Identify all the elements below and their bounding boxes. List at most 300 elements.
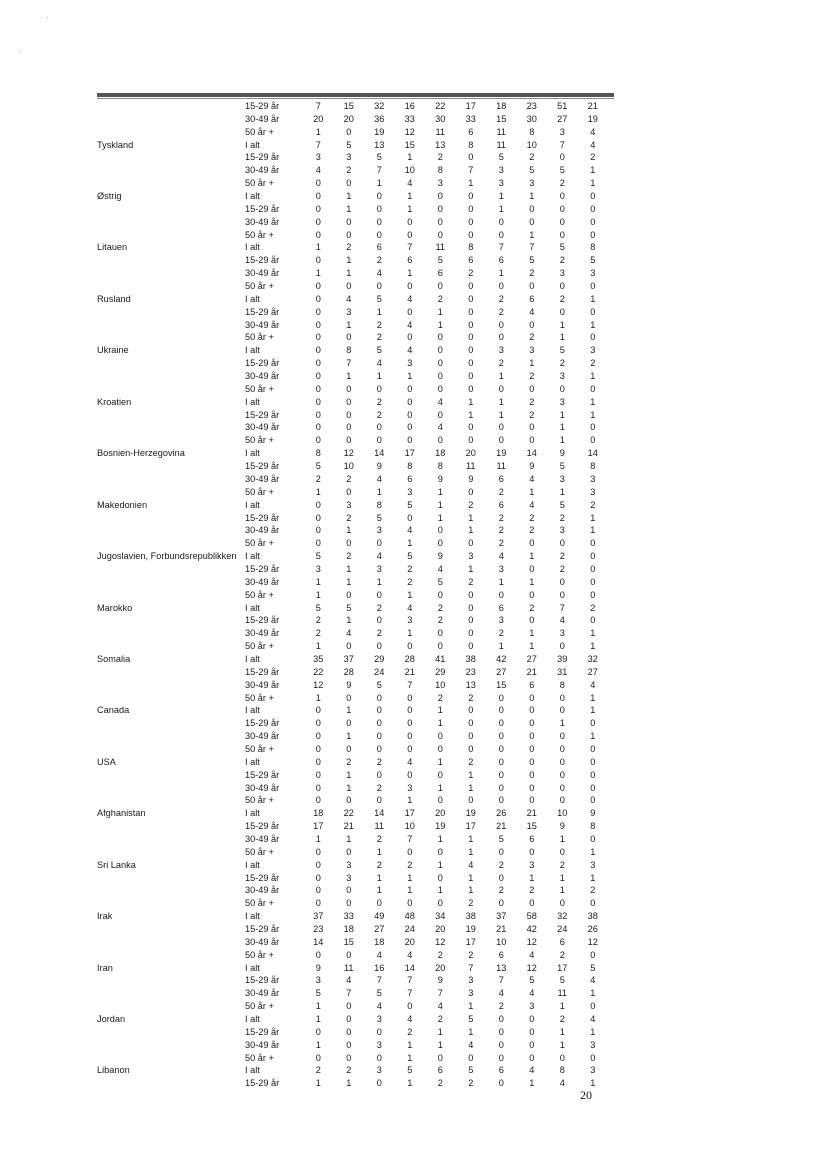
value-cell: 0 <box>559 306 565 317</box>
country-label <box>97 627 245 640</box>
value-cell: 2 <box>315 1065 321 1076</box>
value-cell: 0 <box>559 538 565 549</box>
age-group-label: 50 år + <box>245 486 274 497</box>
value-cell: 4 <box>407 525 413 536</box>
value-cell: 3 <box>590 1039 596 1050</box>
value-cell: 0 <box>468 281 474 292</box>
value-cell: 0 <box>376 615 382 626</box>
value-cell: 0 <box>468 602 474 613</box>
country-label <box>97 203 245 216</box>
value-cell: 3 <box>376 1014 382 1025</box>
age-group-label: I alt <box>245 139 260 150</box>
value-cell: 2 <box>559 293 565 304</box>
table-row <box>97 730 614 743</box>
value-cell: 5 <box>376 988 382 999</box>
value-cell: 1 <box>468 833 474 844</box>
country-label <box>97 987 245 1000</box>
country-label <box>97 164 245 177</box>
value-cell: 8 <box>559 1065 565 1076</box>
country-label <box>97 254 245 267</box>
value-cell: 1 <box>407 872 413 883</box>
value-cell: 1 <box>437 319 443 330</box>
table-row <box>97 910 614 923</box>
value-cell: 5 <box>376 679 382 690</box>
value-cell: 0 <box>376 203 382 214</box>
value-cell: 0 <box>498 1014 504 1025</box>
table-row <box>97 139 614 152</box>
value-cell: 0 <box>376 538 382 549</box>
value-cell: 12 <box>526 936 537 947</box>
table-row <box>97 884 614 897</box>
country-label <box>97 614 245 627</box>
value-cell: 5 <box>376 345 382 356</box>
value-cell: 2 <box>376 756 382 767</box>
value-cell: 1 <box>590 165 596 176</box>
country-label: Litauen <box>97 242 128 253</box>
value-cell: 0 <box>376 692 382 703</box>
value-cell: 19 <box>435 821 446 832</box>
value-cell: 0 <box>437 371 443 382</box>
value-cell: 0 <box>529 769 535 780</box>
value-cell: 1 <box>590 641 596 652</box>
value-cell: 4 <box>376 551 382 562</box>
value-cell: 0 <box>590 551 596 562</box>
value-cell: 0 <box>346 795 352 806</box>
value-cell: 2 <box>468 949 474 960</box>
value-cell: 9 <box>529 461 535 472</box>
value-cell: 5 <box>437 576 443 587</box>
value-cell: 2 <box>559 949 565 960</box>
value-cell: 6 <box>376 242 382 253</box>
table-row <box>97 550 614 563</box>
value-cell: 3 <box>559 268 565 279</box>
value-cell: 4 <box>559 615 565 626</box>
value-cell: 0 <box>559 769 565 780</box>
age-group-label: 50 år + <box>245 1001 274 1012</box>
value-cell: 0 <box>437 191 443 202</box>
value-cell: 8 <box>529 126 535 137</box>
value-cell: 37 <box>496 911 507 922</box>
age-group-label: 30-49 år <box>245 216 280 227</box>
value-cell: 0 <box>346 178 352 189</box>
value-cell: 0 <box>590 718 596 729</box>
value-cell: 0 <box>468 229 474 240</box>
value-cell: 0 <box>376 1078 382 1089</box>
age-group-label: 30-49 år <box>245 319 280 330</box>
value-cell: 2 <box>529 396 535 407</box>
table-top-rule <box>97 93 614 97</box>
value-cell: 6 <box>407 255 413 266</box>
value-cell: 0 <box>529 435 535 446</box>
value-cell: 0 <box>498 898 504 909</box>
value-cell: 1 <box>437 885 443 896</box>
value-cell: 4 <box>407 293 413 304</box>
value-cell: 0 <box>590 191 596 202</box>
value-cell: 3 <box>407 782 413 793</box>
table-row <box>97 897 614 910</box>
value-cell: 3 <box>590 268 596 279</box>
value-cell: 8 <box>407 461 413 472</box>
value-cell: 0 <box>315 203 321 214</box>
value-cell: 21 <box>496 821 507 832</box>
value-cell: 11 <box>465 461 476 472</box>
table-row <box>97 962 614 975</box>
value-cell: 24 <box>404 924 415 934</box>
value-cell: 0 <box>498 1052 504 1063</box>
value-cell: 0 <box>346 538 352 549</box>
value-cell: 7 <box>376 975 382 986</box>
value-cell: 1 <box>590 705 596 716</box>
value-cell: 4 <box>407 319 413 330</box>
age-group-label: I alt <box>245 293 260 304</box>
value-cell: 0 <box>590 229 596 240</box>
country-label: Kroatien <box>97 396 132 407</box>
value-cell: 38 <box>465 653 476 664</box>
value-cell: 23 <box>313 924 324 934</box>
value-cell: 1 <box>590 396 596 407</box>
value-cell: 9 <box>437 473 443 484</box>
table-row <box>97 537 614 550</box>
country-label <box>97 100 245 113</box>
country-label <box>97 872 245 885</box>
value-cell: 2 <box>590 602 596 613</box>
value-cell: 0 <box>590 615 596 626</box>
value-cell: 0 <box>437 435 443 446</box>
value-cell: 1 <box>376 486 382 497</box>
value-cell: 2 <box>437 949 443 960</box>
value-cell: 3 <box>346 306 352 317</box>
age-group-label: 30-49 år <box>245 679 280 690</box>
value-cell: 0 <box>529 692 535 703</box>
value-cell: 35 <box>313 653 324 664</box>
value-cell: 0 <box>346 885 352 896</box>
value-cell: 27 <box>557 113 568 124</box>
value-cell: 16 <box>404 101 415 111</box>
age-group-label: 15-29 år <box>245 1026 280 1037</box>
value-cell: 1 <box>376 178 382 189</box>
value-cell: 4 <box>529 988 535 999</box>
value-cell: 0 <box>468 1052 474 1063</box>
value-cell: 13 <box>496 962 507 973</box>
value-cell: 0 <box>498 332 504 343</box>
country-label <box>97 267 245 280</box>
value-cell: 1 <box>529 229 535 240</box>
table-row <box>97 460 614 473</box>
value-cell: 1 <box>529 872 535 883</box>
value-cell: 0 <box>376 743 382 754</box>
value-cell: 0 <box>559 576 565 587</box>
value-cell: 0 <box>468 293 474 304</box>
value-cell: 17 <box>313 821 324 832</box>
value-cell: 0 <box>529 898 535 909</box>
value-cell: 0 <box>468 191 474 202</box>
value-cell: 2 <box>559 358 565 369</box>
value-cell: 7 <box>559 139 565 150</box>
value-cell: 3 <box>559 371 565 382</box>
value-cell: 1 <box>407 538 413 549</box>
table-row <box>97 614 614 627</box>
value-cell: 0 <box>407 705 413 716</box>
value-cell: 29 <box>374 653 385 664</box>
value-cell: 3 <box>559 396 565 407</box>
table-row <box>97 151 614 164</box>
value-cell: 2 <box>376 319 382 330</box>
value-cell: 5 <box>559 499 565 510</box>
value-cell: 1 <box>376 885 382 896</box>
country-label <box>97 640 245 653</box>
value-cell: 9 <box>559 821 565 832</box>
value-cell: 5 <box>407 551 413 562</box>
table-row <box>97 782 614 795</box>
value-cell: 0 <box>437 589 443 600</box>
age-group-label: 30-49 år <box>245 525 280 536</box>
value-cell: 6 <box>559 936 565 947</box>
value-cell: 0 <box>559 641 565 652</box>
value-cell: 1 <box>468 885 474 896</box>
country-label <box>97 126 245 139</box>
value-cell: 24 <box>557 924 568 934</box>
value-cell: 4 <box>407 1014 413 1025</box>
value-cell: 0 <box>590 332 596 343</box>
value-cell: 0 <box>498 435 504 446</box>
value-cell: 2 <box>437 615 443 626</box>
value-cell: 2 <box>498 512 504 523</box>
value-cell: 9 <box>437 975 443 986</box>
age-group-label: I alt <box>245 1065 260 1076</box>
value-cell: 17 <box>465 936 476 947</box>
value-cell: 4 <box>407 345 413 356</box>
value-cell: 0 <box>376 281 382 292</box>
age-group-label: 15-29 år <box>245 461 280 472</box>
value-cell: 5 <box>498 833 504 844</box>
table-row <box>97 717 614 730</box>
value-cell: 19 <box>587 113 598 124</box>
value-cell: 0 <box>315 872 321 883</box>
value-cell: 1 <box>468 525 474 536</box>
value-cell: 1 <box>468 178 474 189</box>
value-cell: 3 <box>376 1065 382 1076</box>
page-number: 20 <box>580 1088 592 1102</box>
value-cell: 15 <box>526 821 537 832</box>
value-cell: 0 <box>437 731 443 742</box>
table-row <box>97 409 614 422</box>
value-cell: 0 <box>437 345 443 356</box>
value-cell: 2 <box>376 628 382 639</box>
value-cell: 3 <box>346 152 352 163</box>
value-cell: 1 <box>437 306 443 317</box>
value-cell: 58 <box>526 911 537 922</box>
value-cell: 2 <box>529 885 535 896</box>
value-cell: 18 <box>374 936 385 947</box>
country-label <box>97 151 245 164</box>
value-cell: 0 <box>468 203 474 214</box>
value-cell: 2 <box>498 859 504 870</box>
value-cell: 0 <box>315 229 321 240</box>
value-cell: 2 <box>559 178 565 189</box>
value-cell: 3 <box>346 499 352 510</box>
value-cell: 1 <box>376 846 382 857</box>
value-cell: 12 <box>435 936 446 947</box>
country-label <box>97 1026 245 1039</box>
value-cell: 3 <box>346 872 352 883</box>
value-cell: 2 <box>437 602 443 613</box>
value-cell: 3 <box>559 126 565 137</box>
value-cell: 0 <box>407 692 413 703</box>
value-cell: 15 <box>404 139 415 150</box>
country-label <box>97 537 245 550</box>
value-cell: 1 <box>346 525 352 536</box>
value-cell: 1 <box>437 756 443 767</box>
value-cell: 0 <box>590 538 596 549</box>
value-cell: 7 <box>315 139 321 150</box>
value-cell: 39 <box>557 653 568 664</box>
age-group-label: 50 år + <box>245 332 274 343</box>
value-cell: 0 <box>376 422 382 433</box>
country-label <box>97 280 245 293</box>
value-cell: 1 <box>346 1078 352 1089</box>
value-cell: 1 <box>468 846 474 857</box>
value-cell: 0 <box>529 718 535 729</box>
value-cell: 2 <box>437 692 443 703</box>
value-cell: 32 <box>557 911 568 922</box>
value-cell: 15 <box>496 679 507 690</box>
value-cell: 0 <box>346 229 352 240</box>
table-row <box>97 447 614 460</box>
value-cell: 4 <box>529 1065 535 1076</box>
value-cell: 0 <box>529 615 535 626</box>
value-cell: 0 <box>468 538 474 549</box>
country-label <box>97 923 245 936</box>
value-cell: 0 <box>498 705 504 716</box>
value-cell: 2 <box>498 525 504 536</box>
table-row <box>97 653 614 666</box>
value-cell: 0 <box>498 1026 504 1037</box>
table-row <box>97 229 614 242</box>
age-group-label: I alt <box>245 602 260 613</box>
table-row <box>97 859 614 872</box>
value-cell: 7 <box>407 242 413 253</box>
value-cell: 9 <box>346 679 352 690</box>
age-group-label: I alt <box>245 396 260 407</box>
value-cell: 0 <box>529 1039 535 1050</box>
value-cell: 7 <box>376 165 382 176</box>
country-label <box>97 782 245 795</box>
value-cell: 2 <box>376 255 382 266</box>
value-cell: 4 <box>376 473 382 484</box>
table-row <box>97 126 614 139</box>
age-group-label: I alt <box>245 705 260 716</box>
value-cell: 2 <box>559 512 565 523</box>
age-group-label: 15-29 år <box>245 358 280 369</box>
value-cell: 1 <box>590 512 596 523</box>
value-cell: 6 <box>529 679 535 690</box>
value-cell: 10 <box>557 808 568 819</box>
value-cell: 1 <box>559 319 565 330</box>
table-row <box>97 293 614 306</box>
value-cell: 0 <box>407 409 413 420</box>
value-cell: 0 <box>437 358 443 369</box>
value-cell: 6 <box>529 293 535 304</box>
value-cell: 1 <box>468 872 474 883</box>
value-cell: 3 <box>407 615 413 626</box>
value-cell: 8 <box>468 139 474 150</box>
value-cell: 1 <box>559 1026 565 1037</box>
value-cell: 0 <box>346 216 352 227</box>
value-cell: 2 <box>376 859 382 870</box>
age-group-label: I alt <box>245 756 260 767</box>
value-cell: 7 <box>346 988 352 999</box>
country-label: Tyskland <box>97 139 134 150</box>
value-cell: 1 <box>498 203 504 214</box>
table-row <box>97 434 614 447</box>
value-cell: 0 <box>376 1026 382 1037</box>
value-cell: 1 <box>407 1052 413 1063</box>
value-cell: 3 <box>498 165 504 176</box>
value-cell: 2 <box>559 1014 565 1025</box>
value-cell: 0 <box>407 846 413 857</box>
value-cell: 12 <box>587 936 598 947</box>
value-cell: 0 <box>376 383 382 394</box>
value-cell: 4 <box>498 551 504 562</box>
value-cell: 15 <box>343 101 354 111</box>
value-cell: 20 <box>435 924 446 934</box>
value-cell: 0 <box>315 306 321 317</box>
value-cell: 19 <box>465 808 476 819</box>
value-cell: 2 <box>346 756 352 767</box>
age-group-label: I alt <box>245 448 260 459</box>
value-cell: 21 <box>496 924 507 934</box>
value-cell: 2 <box>468 898 474 909</box>
value-cell: 1 <box>346 191 352 202</box>
table-row <box>97 486 614 499</box>
value-cell: 9 <box>376 461 382 472</box>
value-cell: 1 <box>376 371 382 382</box>
age-group-label: 50 år + <box>245 949 274 960</box>
value-cell: 1 <box>559 1001 565 1012</box>
value-cell: 10 <box>404 821 415 832</box>
age-group-label: 15-29 år <box>245 718 280 729</box>
value-cell: 1 <box>468 782 474 793</box>
value-cell: 15 <box>343 936 354 947</box>
value-cell: 0 <box>559 216 565 227</box>
value-cell: 1 <box>376 306 382 317</box>
value-cell: 1 <box>407 152 413 163</box>
country-label <box>97 473 245 486</box>
value-cell: 4 <box>468 859 474 870</box>
value-cell: 1 <box>498 396 504 407</box>
value-cell: 0 <box>346 281 352 292</box>
value-cell: 4 <box>529 949 535 960</box>
value-cell: 0 <box>468 216 474 227</box>
value-cell: 1 <box>437 486 443 497</box>
value-cell: 0 <box>590 756 596 767</box>
value-cell: 1 <box>315 242 321 253</box>
value-cell: 6 <box>407 473 413 484</box>
value-cell: 0 <box>590 563 596 574</box>
value-cell: 14 <box>526 448 537 459</box>
value-cell: 5 <box>376 152 382 163</box>
value-cell: 2 <box>498 628 504 639</box>
country-label <box>97 331 245 344</box>
value-cell: 21 <box>343 821 354 832</box>
value-cell: 1 <box>437 718 443 729</box>
value-cell: 1 <box>437 512 443 523</box>
age-group-label: 30-49 år <box>245 988 280 999</box>
country-label <box>97 383 245 396</box>
value-cell: 0 <box>468 743 474 754</box>
country-label <box>97 524 245 537</box>
value-cell: 3 <box>590 486 596 497</box>
